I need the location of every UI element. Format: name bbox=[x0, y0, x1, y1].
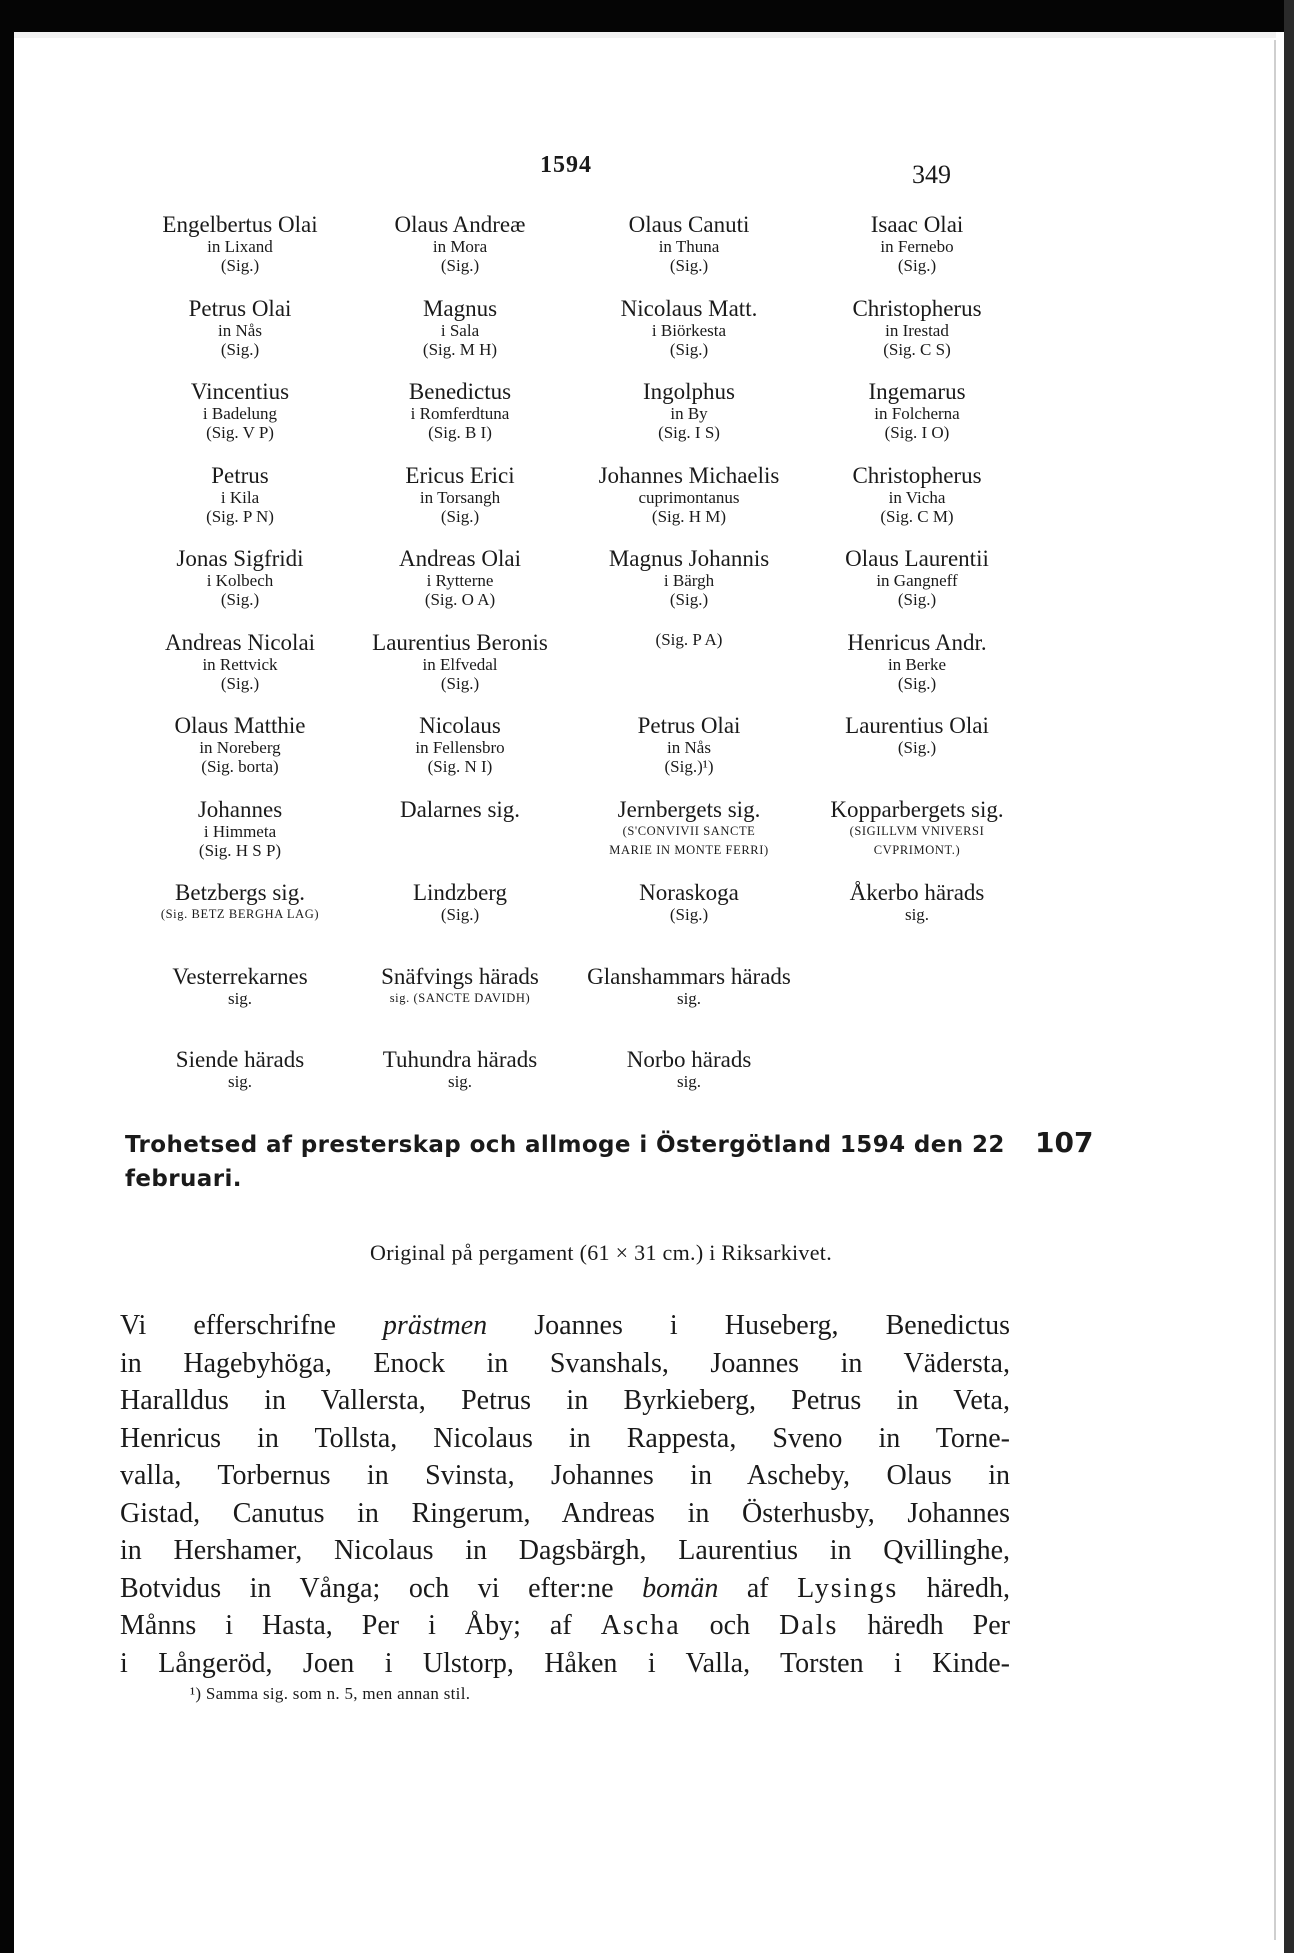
signer-place: (Sig. BETZ BERGHA LAG) bbox=[160, 907, 320, 921]
signature-entry bbox=[345, 296, 575, 380]
signature-entry bbox=[574, 797, 804, 881]
signer-name: Ericus Erici bbox=[405, 462, 515, 488]
seal-note: (Sig.) bbox=[669, 590, 709, 609]
body-line: in Hershamer, Nicolaus in Dagsbärgh, Laurentius in Qvillinghe, bbox=[120, 1535, 1010, 1566]
signer-name: Christopherus bbox=[852, 295, 982, 321]
signer-name: Magnus bbox=[422, 295, 498, 321]
document-heading bbox=[125, 1128, 1045, 1196]
signer-place: (Sig.) bbox=[669, 905, 709, 924]
signer-place: i Badelung bbox=[202, 404, 278, 423]
seal-note: (Sig.) bbox=[220, 339, 260, 359]
body-line: Haralldus in Vallersta, Petrus in Byrkieberg, Petrus in Veta, bbox=[120, 1385, 1010, 1416]
signer-name: Jernbergets sig. bbox=[617, 796, 761, 822]
scan-border-right bbox=[1284, 0, 1294, 1953]
signer-name: Åkerbo härads bbox=[849, 880, 985, 905]
body-line: Gistad, Canutus in Ringerum, Andreas in Österhusby, Johannes bbox=[120, 1497, 1010, 1529]
signer-place: sig. bbox=[447, 1072, 473, 1091]
signer-name: Andreas Nicolai bbox=[164, 629, 316, 655]
seal-note: (Sig.) bbox=[669, 339, 709, 359]
seal-note: (Sig. P N) bbox=[206, 506, 274, 526]
heading-line-2: februari. bbox=[125, 1166, 242, 1192]
signature-entry bbox=[125, 546, 355, 630]
seal-note: (Sig.) bbox=[897, 256, 937, 275]
seal-note: (Sig.) bbox=[220, 590, 260, 609]
seal-note: (Sig.) bbox=[669, 256, 709, 275]
signer-place: in Rettvick bbox=[202, 654, 278, 674]
signer-name: Ingemarus bbox=[868, 379, 966, 404]
signer-place: sig. bbox=[676, 988, 702, 1008]
running-head-year: 1594 bbox=[540, 152, 592, 178]
signature-entry bbox=[345, 546, 575, 630]
signature-entry bbox=[802, 546, 1032, 630]
signature-entry bbox=[125, 630, 355, 714]
signer-place: sig. bbox=[227, 1072, 253, 1091]
signer-place: i Kolbech bbox=[206, 571, 274, 590]
signer-name: Dalarnes sig. bbox=[399, 796, 521, 822]
seal-note: (Sig. V P) bbox=[206, 423, 274, 442]
signer-name: Glanshammars härads bbox=[587, 963, 791, 989]
signer-name: Olaus Matthie bbox=[174, 713, 306, 738]
signature-entry bbox=[125, 1047, 355, 1131]
signature-entry bbox=[802, 212, 1032, 296]
signature-entry bbox=[802, 296, 1032, 380]
signer-place: in Irestad bbox=[885, 320, 949, 340]
signer-place: in Berke bbox=[887, 654, 947, 674]
signer-name: Benedictus bbox=[408, 379, 512, 404]
signer-name: Olaus Canuti bbox=[628, 212, 750, 237]
body-line: in Hagebyhöga, Enock in Svanshals, Joannes in Vädersta, bbox=[120, 1347, 1010, 1379]
document-number: 107 bbox=[1035, 1126, 1094, 1159]
signature-entry bbox=[574, 1047, 804, 1131]
signer-place: i Kila bbox=[220, 487, 260, 507]
signature-entry bbox=[574, 880, 804, 964]
signature-entry bbox=[802, 964, 1032, 1048]
signer-place: cuprimontanus bbox=[638, 487, 740, 507]
signer-name: Petrus Olai bbox=[188, 295, 292, 321]
signature-entry bbox=[345, 212, 575, 296]
signer-place: (Sig.) bbox=[440, 905, 480, 924]
seal-note: (Sig.) bbox=[220, 673, 260, 693]
signer-place: (S'CONVIVII SANCTE bbox=[622, 823, 756, 838]
signer-name: Vincentius bbox=[190, 379, 290, 404]
signer-place: i Rytterne bbox=[426, 571, 494, 590]
scan-margin bbox=[14, 32, 1276, 38]
seal-note: (Sig. I S) bbox=[658, 423, 720, 442]
signature-entry bbox=[574, 713, 804, 797]
seal-note: (Sig. C S) bbox=[883, 339, 951, 359]
signature-entry bbox=[125, 713, 355, 797]
signature-entry bbox=[802, 880, 1032, 964]
signer-place: in Fellensbro bbox=[415, 738, 505, 757]
signature-entry bbox=[125, 296, 355, 380]
seal-note: MARIE IN MONTE FERRI) bbox=[609, 842, 769, 857]
signer-place: in Mora bbox=[432, 237, 488, 256]
signer-name: Betzbergs sig. bbox=[175, 880, 305, 905]
seal-note: CVPRIMONT.) bbox=[873, 842, 961, 857]
signature-entry bbox=[574, 379, 804, 463]
signature-entry bbox=[125, 797, 355, 881]
signature-entry bbox=[345, 630, 575, 714]
seal-note: (Sig. H S P) bbox=[198, 840, 282, 860]
signer-name: Snäfvings härads bbox=[381, 963, 539, 989]
signer-name: Petrus bbox=[211, 462, 269, 488]
signer-place: i Biörkesta bbox=[651, 320, 727, 340]
signature-column-4 bbox=[802, 212, 1032, 1131]
signature-entry bbox=[345, 379, 575, 463]
signer-name: Petrus Olai bbox=[637, 713, 741, 738]
seal-note: (Sig.) bbox=[440, 256, 480, 275]
signature-entry bbox=[345, 880, 575, 964]
signature-entry bbox=[345, 713, 575, 797]
seal-note: (Sig. H M) bbox=[651, 506, 727, 526]
body-line: Botvidus in Vånga; och vi efter:ne bomän af Lysings häredh, bbox=[120, 1572, 1010, 1604]
body-text bbox=[120, 1307, 1010, 1682]
signature-entry bbox=[574, 296, 804, 380]
signer-place: (SIGILLVM VNIVERSI bbox=[849, 823, 985, 838]
signature-entry bbox=[345, 964, 575, 1048]
signature-entry bbox=[125, 463, 355, 547]
signer-name: Andreas Olai bbox=[399, 546, 521, 571]
signer-place: sig. bbox=[227, 988, 253, 1008]
original-note: Original på pergament (61 × 31 cm.) i Riksarkivet. bbox=[370, 1240, 833, 1265]
signer-name: Lindzberg bbox=[412, 880, 508, 905]
signer-place: in Nås bbox=[667, 738, 711, 757]
signer-place: i Bärgh bbox=[663, 571, 715, 590]
seal-note: (Sig. N I) bbox=[427, 757, 493, 776]
signer-name: Olaus Laurentii bbox=[845, 546, 989, 571]
signature-entry bbox=[345, 1047, 575, 1131]
signer-place: in By bbox=[670, 404, 708, 423]
signer-place: in Vicha bbox=[888, 487, 946, 507]
signature-entry bbox=[802, 630, 1032, 714]
seal-note: (Sig. C M) bbox=[880, 506, 954, 526]
signer-name: Olaus Andreæ bbox=[394, 212, 526, 237]
seal-note: (Sig.)¹) bbox=[664, 757, 714, 776]
signature-entry bbox=[574, 212, 804, 296]
heading-line-1: Trohetsed af presterskap och allmoge i Östergötland 1594 den 22 bbox=[125, 1132, 1005, 1158]
signer-place: sig. bbox=[676, 1072, 702, 1091]
signature-entry bbox=[345, 463, 575, 547]
signer-place: in Nås bbox=[218, 320, 262, 340]
signature-column-1 bbox=[125, 212, 355, 1131]
signer-place: in Folcherna bbox=[874, 404, 960, 423]
signer-place: i Romferdtuna bbox=[410, 404, 510, 423]
signer-place: in Thuna bbox=[658, 237, 720, 256]
signer-name: Engelbertus Olai bbox=[162, 212, 318, 237]
signer-name: Norbo härads bbox=[626, 1047, 752, 1072]
signature-entry bbox=[574, 463, 804, 547]
seal-note: (Sig. M H) bbox=[422, 339, 498, 359]
signer-place: in Fernebo bbox=[880, 237, 954, 256]
footnote: ¹) Samma sig. som n. 5, men annan stil. bbox=[190, 1684, 471, 1703]
signature-entry bbox=[125, 964, 355, 1048]
signature-column-2 bbox=[345, 212, 575, 1131]
signer-place: sig. (SANCTE DAVIDH) bbox=[389, 990, 531, 1005]
signer-place: i Himmeta bbox=[203, 821, 277, 841]
signer-name: Vesterrekarnes bbox=[172, 963, 308, 989]
signer-name: Johannes bbox=[197, 796, 283, 822]
signature-entry bbox=[802, 1047, 1032, 1131]
signature-entry bbox=[574, 546, 804, 630]
body-line: Månns i Hasta, Per i Åby; af Ascha och Dals häredh Per bbox=[120, 1610, 1010, 1641]
signer-name: Laurentius Olai bbox=[845, 713, 989, 738]
body-line: Henricus in Tollsta, Nicolaus in Rappesta, Sveno in Torne- bbox=[120, 1422, 1010, 1454]
signer-name: Laurentius Beronis bbox=[372, 629, 548, 655]
signer-name: Magnus Johannis bbox=[608, 546, 770, 571]
signature-entry bbox=[125, 379, 355, 463]
signer-place: (Sig.) bbox=[897, 738, 937, 757]
body-line: Vi efferschrifne prästmen Joannes i Huseberg, Benedictus bbox=[120, 1310, 1010, 1341]
seal-note: (Sig.) bbox=[897, 673, 937, 693]
scan-border-top bbox=[0, 0, 1294, 32]
signer-name: Tuhundra härads bbox=[382, 1047, 538, 1072]
signer-name: Jonas Sigfridi bbox=[176, 546, 304, 571]
signer-name: Johannes Michaelis bbox=[598, 462, 780, 488]
seal-note: (Sig. B I) bbox=[428, 423, 492, 442]
signer-name: Nicolaus bbox=[419, 713, 501, 738]
signature-entry bbox=[125, 212, 355, 296]
seal-note: (Sig. I O) bbox=[884, 423, 950, 442]
page-number: 349 bbox=[912, 160, 951, 189]
page-edge-line bbox=[1274, 40, 1276, 1940]
signer-name: Ingolphus bbox=[643, 379, 735, 404]
seal-note: (Sig. O A) bbox=[424, 590, 496, 609]
signer-place: in Lixand bbox=[207, 237, 273, 256]
signer-name: Christopherus bbox=[852, 462, 982, 488]
seal-note: (Sig. borta) bbox=[201, 757, 279, 776]
signer-name: Noraskoga bbox=[639, 880, 739, 905]
signer-name: Nicolaus Matt. bbox=[620, 295, 758, 321]
signature-entry bbox=[802, 797, 1032, 881]
body-line: i Långeröd, Joen i Ulstorp, Håken i Valla, Torsten i Kinde- bbox=[120, 1647, 1010, 1679]
scan-border-left bbox=[0, 0, 14, 1953]
signer-name: Isaac Olai bbox=[870, 212, 964, 237]
signer-place: (Sig. P A) bbox=[655, 629, 723, 649]
signature-column-3 bbox=[574, 212, 804, 1131]
signer-place: in Torsangh bbox=[419, 487, 501, 507]
seal-note: (Sig.) bbox=[897, 590, 937, 609]
signer-name: Kopparbergets sig. bbox=[830, 796, 1004, 822]
seal-note: (Sig.) bbox=[440, 673, 480, 693]
signature-entry bbox=[574, 964, 804, 1048]
signature-entry bbox=[802, 713, 1032, 797]
signature-entry bbox=[802, 463, 1032, 547]
signature-entry bbox=[345, 797, 575, 881]
signature-entry bbox=[574, 630, 804, 714]
signer-place: in Elfvedal bbox=[422, 654, 498, 674]
signer-name: Henricus Andr. bbox=[847, 629, 987, 655]
signer-name: Siende härads bbox=[175, 1047, 305, 1072]
signature-entry bbox=[802, 379, 1032, 463]
signer-place: in Gangneff bbox=[876, 571, 958, 590]
seal-note: (Sig.) bbox=[220, 256, 260, 275]
signer-place: i Sala bbox=[440, 320, 480, 340]
seal-note: (Sig.) bbox=[440, 506, 480, 526]
signer-place: sig. bbox=[904, 905, 930, 924]
signer-place: in Noreberg bbox=[199, 738, 281, 757]
body-line: valla, Torbernus in Svinsta, Johannes in Ascheby, Olaus in bbox=[120, 1460, 1010, 1491]
signature-entry bbox=[125, 880, 355, 964]
